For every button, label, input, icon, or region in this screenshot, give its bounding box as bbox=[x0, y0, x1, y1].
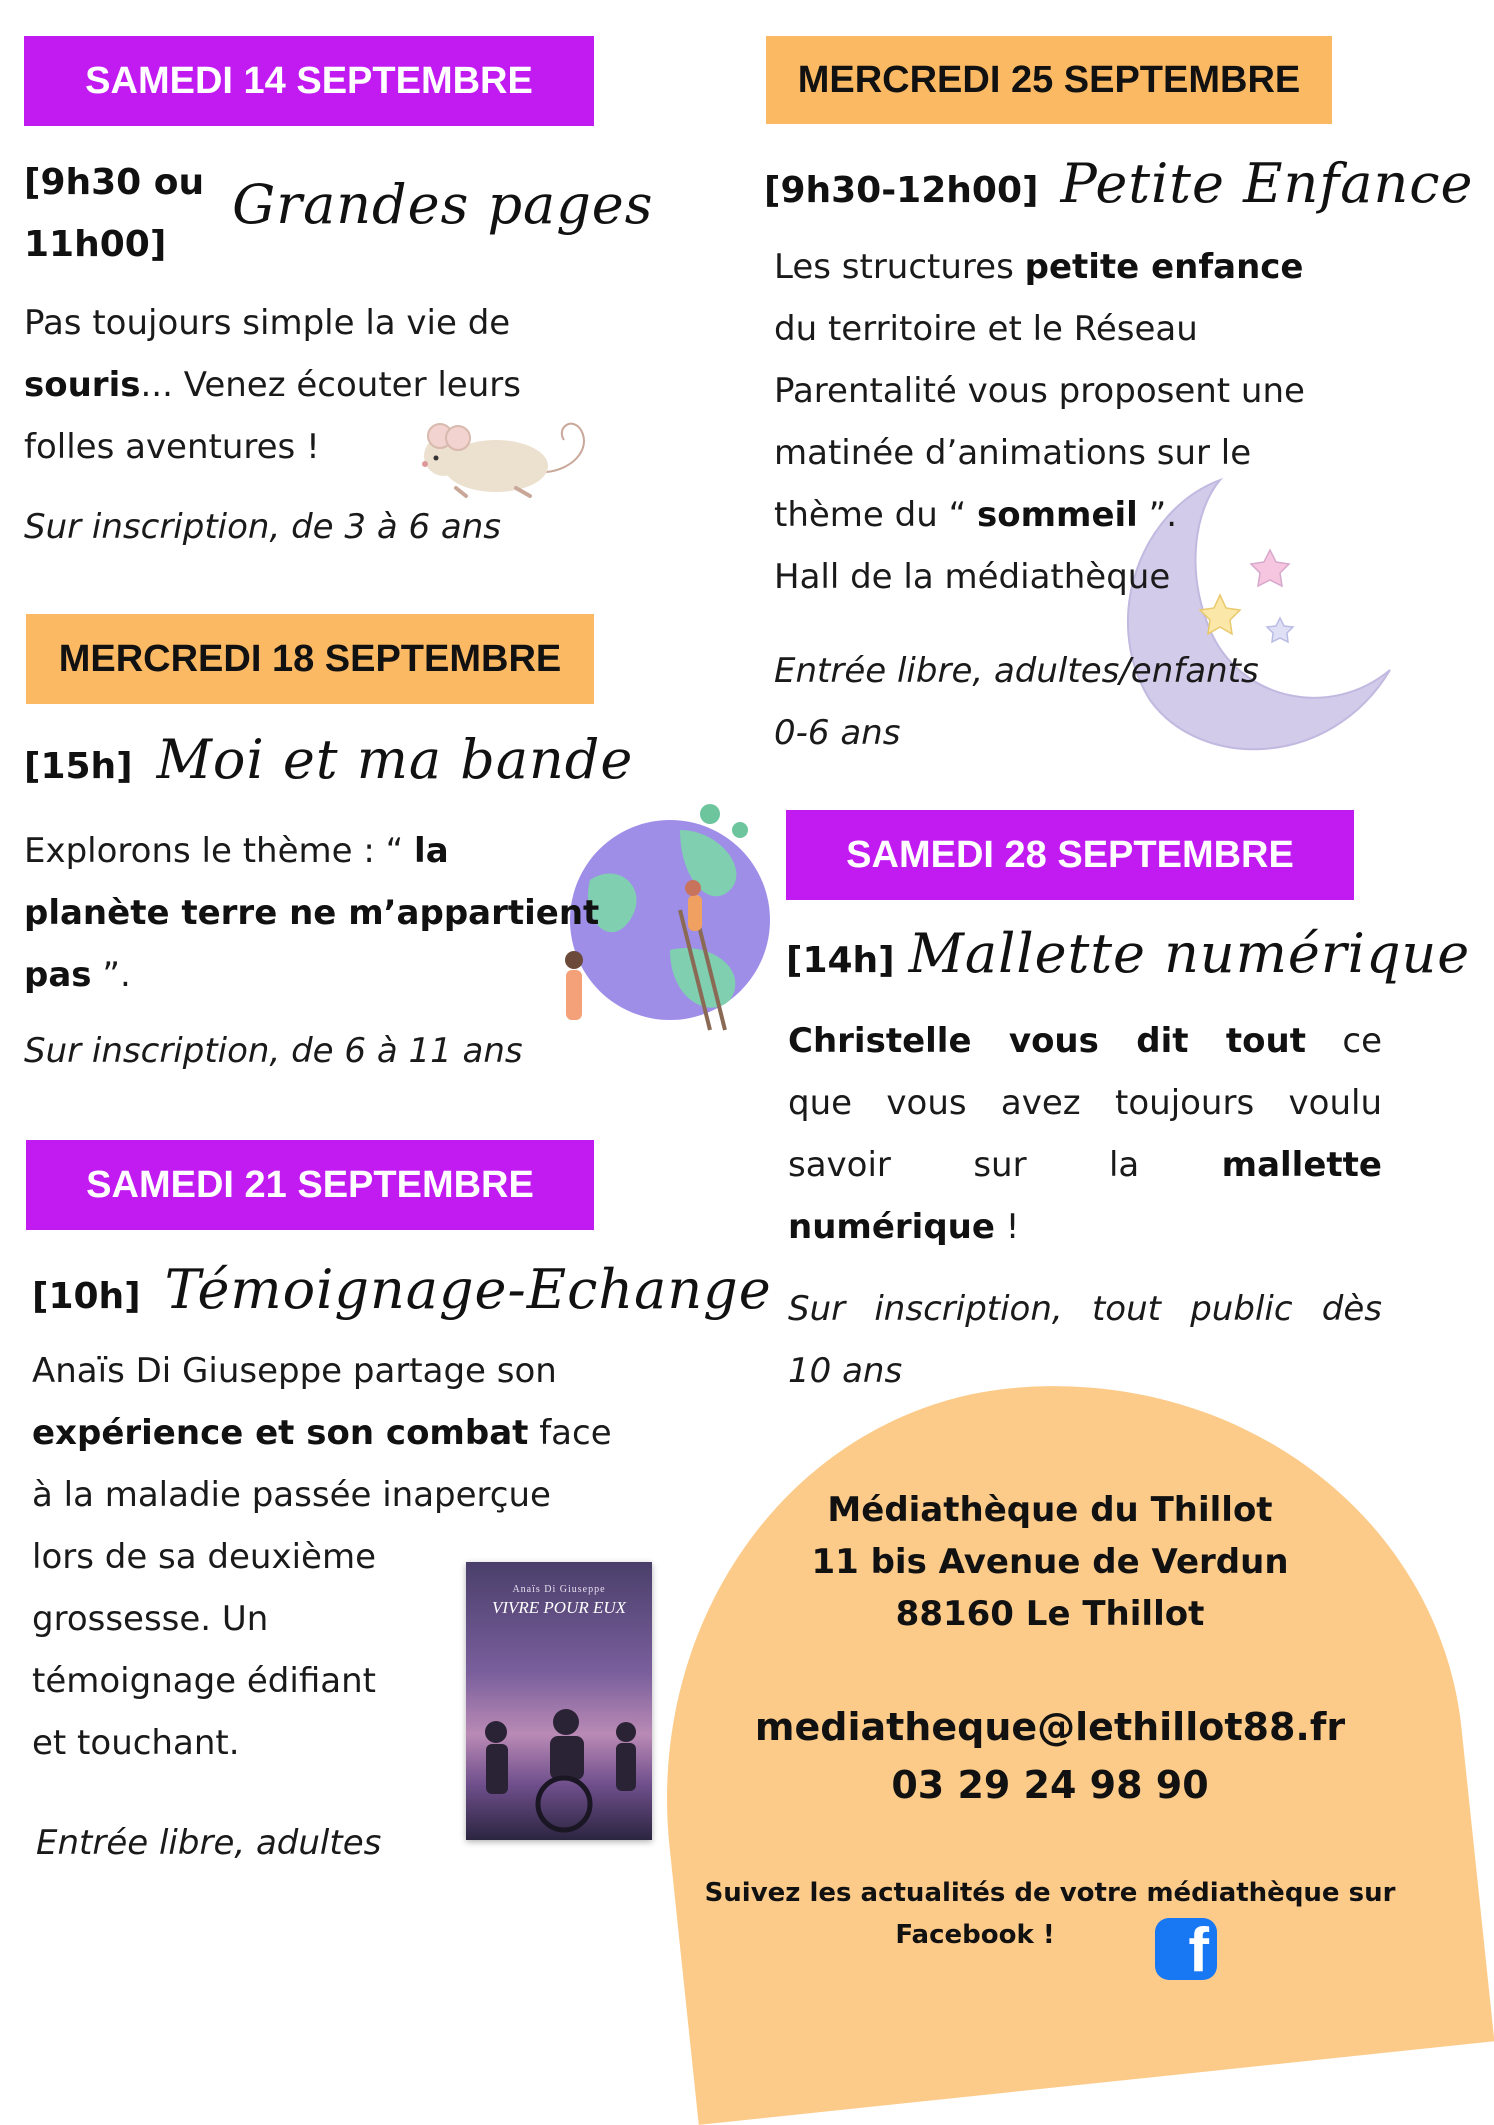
event-title: Moi et ma bande bbox=[156, 728, 634, 791]
mouse-illustration-icon bbox=[396, 410, 596, 500]
book-title: VIVRE POUR EUX bbox=[491, 1598, 627, 1617]
note-line: 10 ans bbox=[788, 1351, 903, 1391]
event-description bbox=[774, 236, 1394, 608]
event-heading-petite-enfance bbox=[764, 152, 1473, 215]
street-address: 11 bis Avenue de Verdun bbox=[811, 1542, 1289, 1582]
note-line: Entrée libre, adultes/enfants bbox=[774, 651, 1259, 691]
event-note: Sur inscription, de 6 à 11 ans bbox=[24, 1031, 523, 1071]
description-line: savoir sur la mallette bbox=[788, 1145, 1382, 1185]
date-label: SAMEDI 14 SEPTEMBRE bbox=[85, 59, 533, 102]
city: 88160 Le Thillot bbox=[895, 1594, 1205, 1634]
event-time: [14h] bbox=[786, 940, 895, 981]
event-note: Entrée libre, adultes bbox=[36, 1823, 382, 1863]
description-line: planète terre ne m’appartient bbox=[24, 893, 600, 933]
event-description bbox=[24, 820, 644, 1006]
date-banner-sat-14 bbox=[24, 36, 594, 126]
book-cover bbox=[466, 1562, 652, 1840]
event-note: Sur inscription, de 3 à 6 ans bbox=[24, 507, 501, 547]
description-line: Hall de la médiathèque bbox=[774, 557, 1171, 597]
description-line: expérience et son combat face bbox=[32, 1413, 612, 1453]
event-note bbox=[774, 640, 1259, 764]
event-heading-moi-et-ma-bande bbox=[24, 728, 633, 791]
description-line: à la maladie passée inaperçue bbox=[32, 1475, 551, 1515]
social-line: Facebook ! bbox=[895, 1920, 1055, 1950]
contact-address bbox=[720, 1484, 1380, 1640]
description-line: que vous avez toujours voulu bbox=[788, 1083, 1382, 1123]
date-banner-wed-18 bbox=[26, 614, 594, 704]
event-title: Petite Enfance bbox=[1060, 152, 1474, 215]
description-line: témoignage édifiant bbox=[32, 1661, 376, 1701]
event-title: Mallette numérique bbox=[908, 922, 1471, 985]
event-heading-grandes-pages bbox=[24, 152, 653, 276]
event-time-cont: 11h00] bbox=[24, 224, 167, 265]
note-line: Sur inscription, tout public dès bbox=[788, 1289, 1382, 1329]
event-title: Témoignage-Echange bbox=[164, 1258, 772, 1321]
note-line: 0-6 ans bbox=[774, 713, 901, 753]
description-line: Les structures petite enfance bbox=[774, 247, 1304, 287]
library-name: Médiathèque du Thillot bbox=[827, 1490, 1273, 1530]
description-line: folles aventures ! bbox=[24, 427, 320, 467]
description-line: lors de sa deuxième bbox=[32, 1537, 376, 1577]
description-line: Pas toujours simple la vie de bbox=[24, 303, 511, 343]
date-label: SAMEDI 21 SEPTEMBRE bbox=[86, 1163, 534, 1206]
date-banner-sat-21 bbox=[26, 1140, 594, 1230]
facebook-glyph: f bbox=[1188, 1916, 1209, 1985]
description-line: grossesse. Un bbox=[32, 1599, 269, 1639]
description-line: Christelle vous dit tout ce bbox=[788, 1021, 1382, 1061]
date-label: MERCREDI 25 SEPTEMBRE bbox=[797, 58, 1301, 101]
description-line: thème du “ sommeil ”. bbox=[774, 495, 1178, 535]
facebook-icon[interactable] bbox=[1155, 1916, 1217, 1985]
date-label: SAMEDI 28 SEPTEMBRE bbox=[846, 833, 1294, 876]
phone-number[interactable]: 03 29 24 98 90 bbox=[891, 1763, 1209, 1807]
event-time: [9h30-12h00] bbox=[764, 170, 1039, 211]
event-time: [15h] bbox=[24, 746, 133, 787]
description-line: pas ”. bbox=[24, 955, 131, 995]
contact-details bbox=[720, 1698, 1380, 1814]
description-line: du territoire et le Réseau bbox=[774, 309, 1198, 349]
date-label: MERCREDI 18 SEPTEMBRE bbox=[58, 637, 562, 680]
social-line: Suivez les actualités de votre médiathèque sur bbox=[704, 1878, 1396, 1908]
event-title: Grandes pages bbox=[232, 172, 654, 236]
social-callout bbox=[690, 1872, 1410, 1956]
book-author: Anaïs Di Giuseppe bbox=[512, 1584, 606, 1595]
description-line: et touchant. bbox=[32, 1723, 240, 1763]
description-line: matinée d’animations sur le bbox=[774, 433, 1252, 473]
description-line: Parentalité vous proposent une bbox=[774, 371, 1305, 411]
event-description bbox=[788, 1010, 1382, 1258]
event-time: [9h30 ou bbox=[24, 162, 205, 203]
event-heading-mallette bbox=[786, 922, 1470, 985]
event-heading-temoignage bbox=[32, 1258, 772, 1321]
description-line: Explorons le thème : “ la bbox=[24, 831, 449, 871]
email-link[interactable]: mediatheque@lethillot88.fr bbox=[754, 1705, 1346, 1749]
description-line: souris... Venez écouter leurs bbox=[24, 365, 521, 405]
description-line: Anaïs Di Giuseppe partage son bbox=[32, 1351, 557, 1391]
date-banner-sat-28 bbox=[786, 810, 1354, 900]
description-line: numérique ! bbox=[788, 1207, 1020, 1247]
wheelchair-figures-icon bbox=[466, 1702, 652, 1840]
event-time: [10h] bbox=[32, 1276, 141, 1317]
event-note bbox=[788, 1278, 1382, 1402]
date-banner-wed-25 bbox=[766, 36, 1332, 124]
